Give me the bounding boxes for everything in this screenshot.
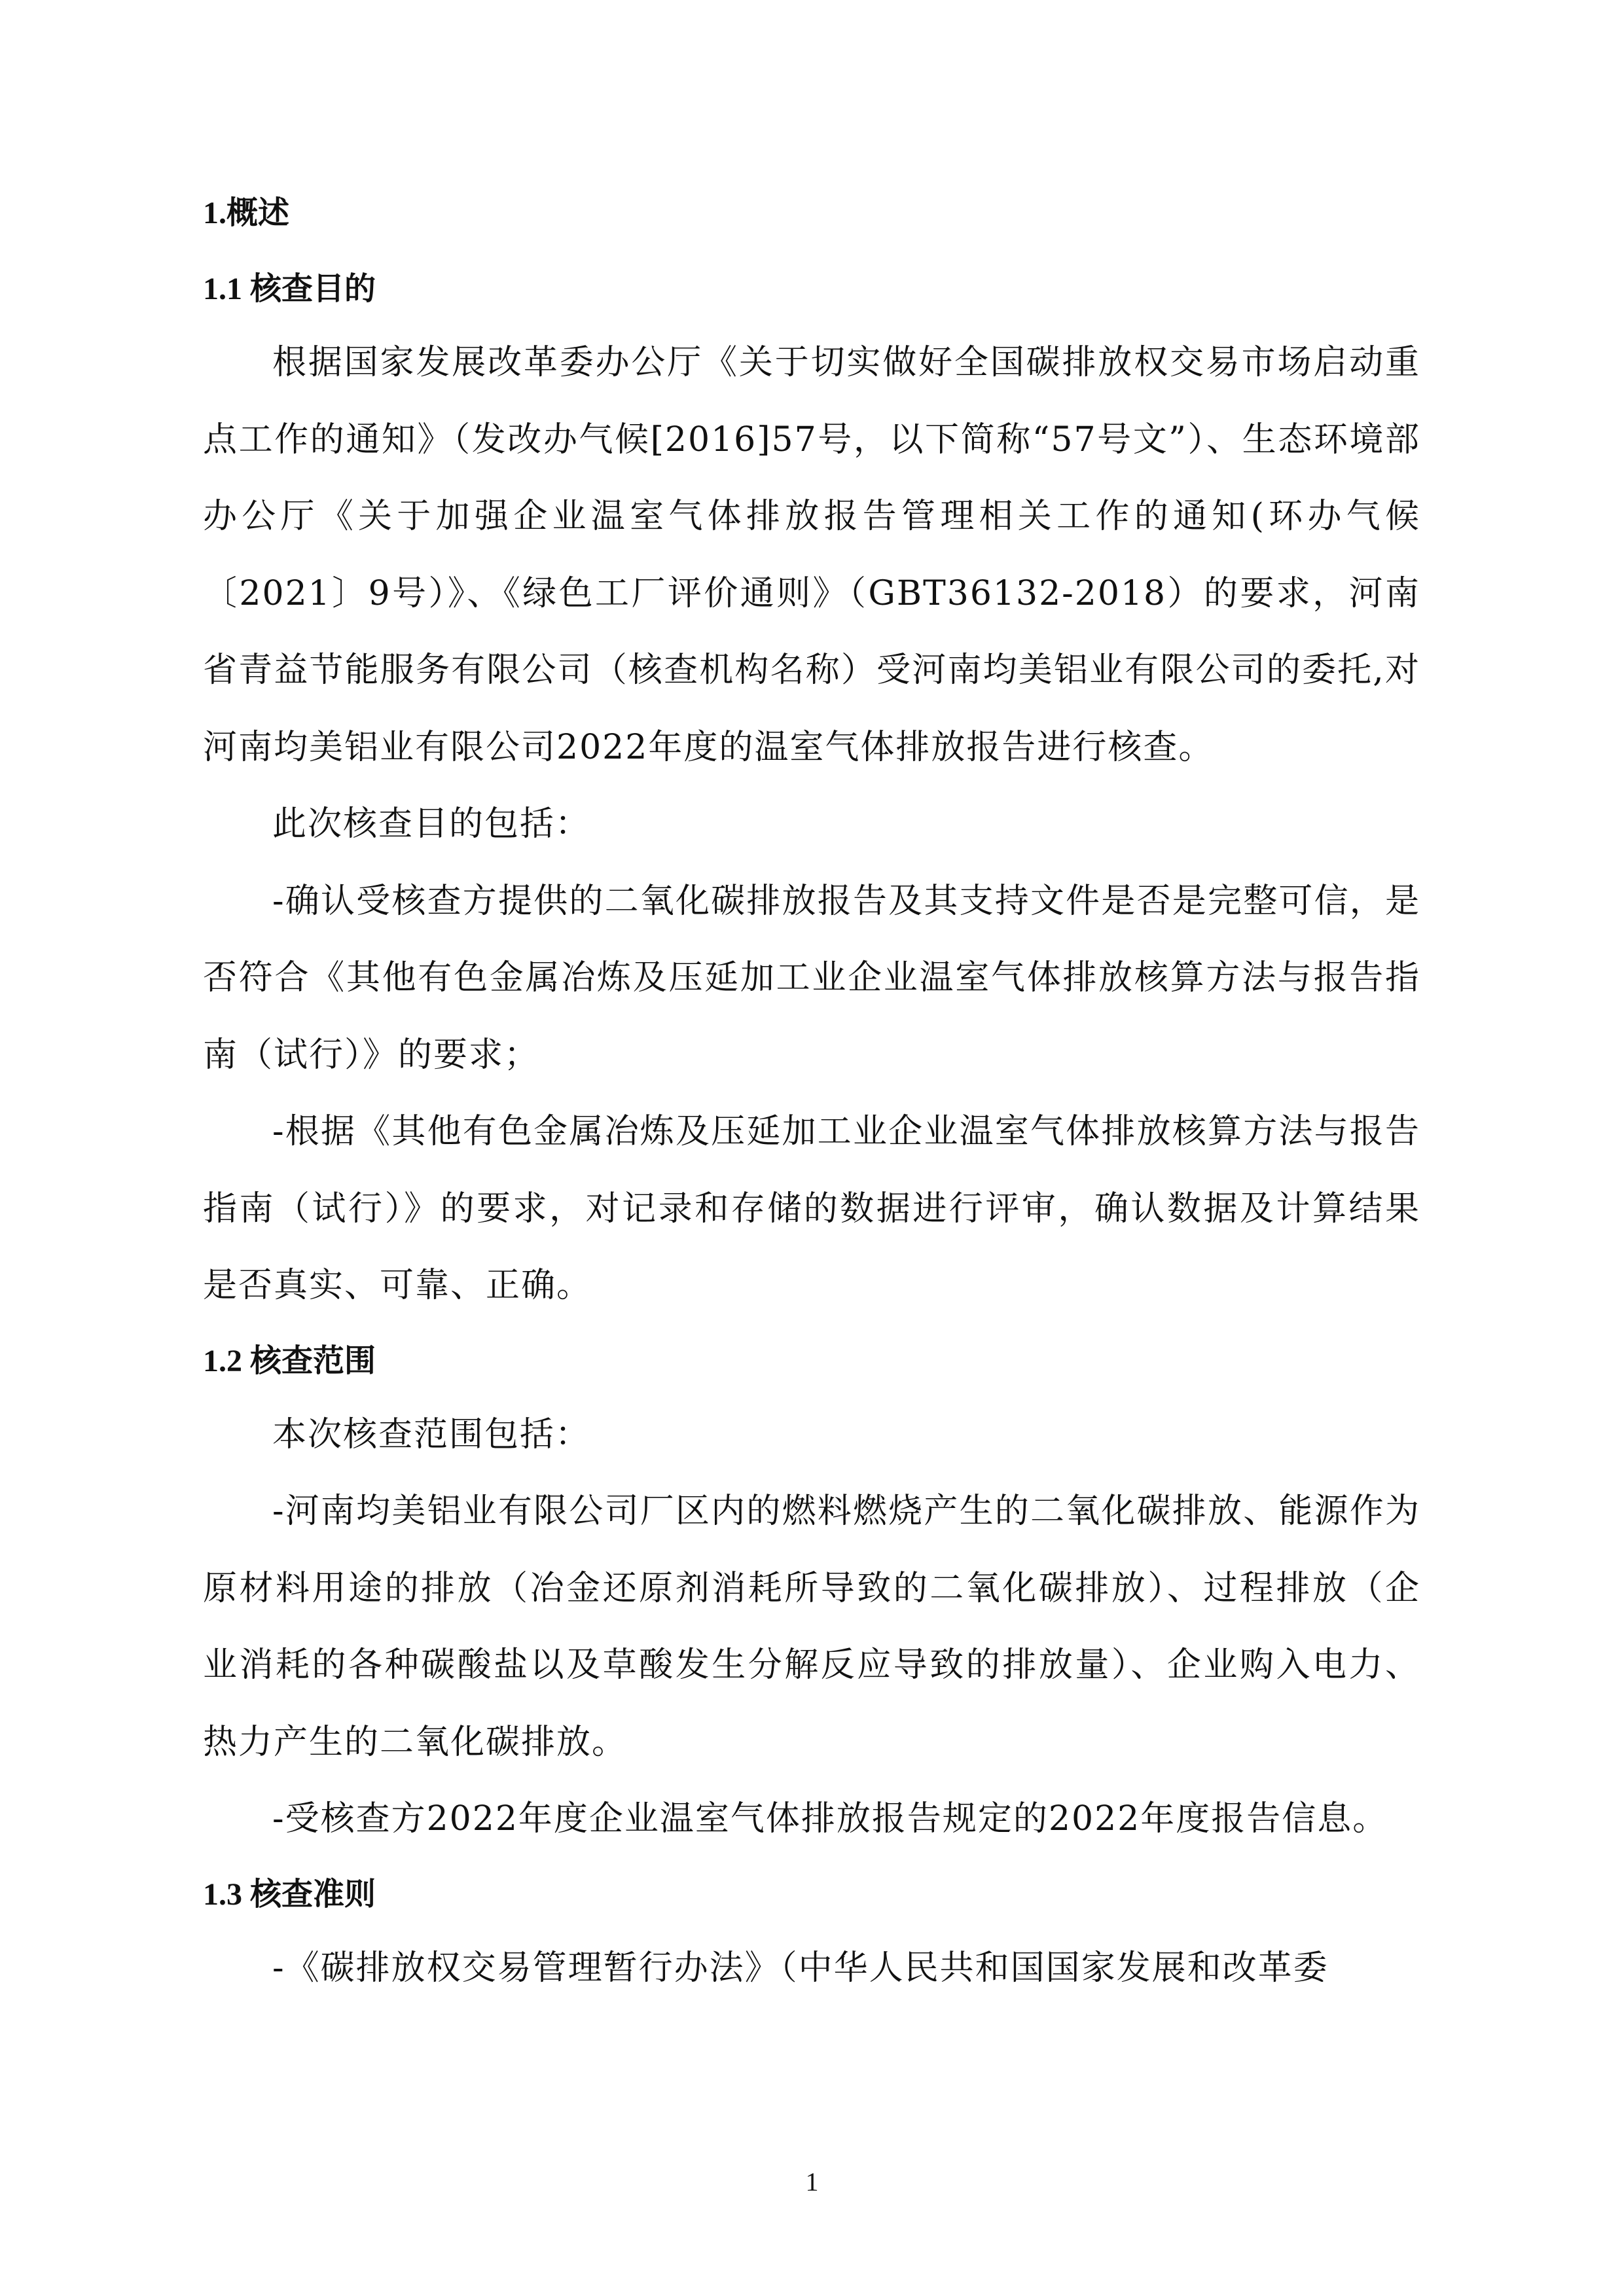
paragraph: 本次核查范围包括： — [272, 1414, 591, 1454]
heading-section-1-3: 1.3 核查准则 — [203, 1876, 376, 1912]
paragraph: -河南均美铝业有限公司厂区内的燃料燃烧产生的二氧化碳排放、能源作为原材料用途的排放（冶金还原剂消耗所导致的二氧化碳排放）、过程排放（企业消耗的各种碳酸盐以及草酸发生分解反应导致的排放量）、企业购入电力、热力产生的二氧化碳排放。 — [203, 1492, 1420, 1762]
paragraph: 此次核查目的包括： — [272, 804, 591, 844]
heading-overview: 1.概述 — [203, 196, 290, 230]
page-number: 1 — [805, 2167, 819, 2197]
document-body — [203, 190, 1420, 2007]
paragraph: -确认受核查方提供的二氧化碳排放报告及其支持文件是否是完整可信，是否符合《其他有色金属冶炼及压延加工业企业温室气体排放核算方法与报告指南（试行）》的要求； — [203, 881, 1420, 1075]
paragraph: 根据国家发展改革委办公厅《关于切实做好全国碳排放权交易市场启动重点工作的通知》（发改办气候[2016]57号，以下简称“57号文”）、生态环境部办公厅《关于加强企业温室气体排放报告管理相关工作的通知(环办气候〔2021〕9号）》、《绿色工厂评价通则》（GBT36132-2018）的要求，河南省青益节能服务有限公司（核查机构名称）受河南均美铝业有限公司的委托,对河南均美铝业有限公司2022年度的温室气体排放报告进行核查。 — [203, 343, 1420, 767]
paragraph: -受核查方2022年度企业温室气体排放报告规定的2022年度报告信息。 — [272, 1799, 1388, 1839]
paragraph: -根据《其他有色金属冶炼及压延加工业企业温室气体排放核算方法与报告指南（试行）》的要求，对记录和存储的数据进行评审，确认数据及计算结果是否真实、可靠、正确。 — [203, 1112, 1420, 1305]
paragraph: -《碳排放权交易管理暂行办法》（中华人民共和国国家发展和改革委 — [272, 1948, 1329, 1988]
heading-section-1-1: 1.1 核查目的 — [203, 272, 376, 306]
heading-section-1-2: 1.2 核查范围 — [203, 1343, 376, 1378]
